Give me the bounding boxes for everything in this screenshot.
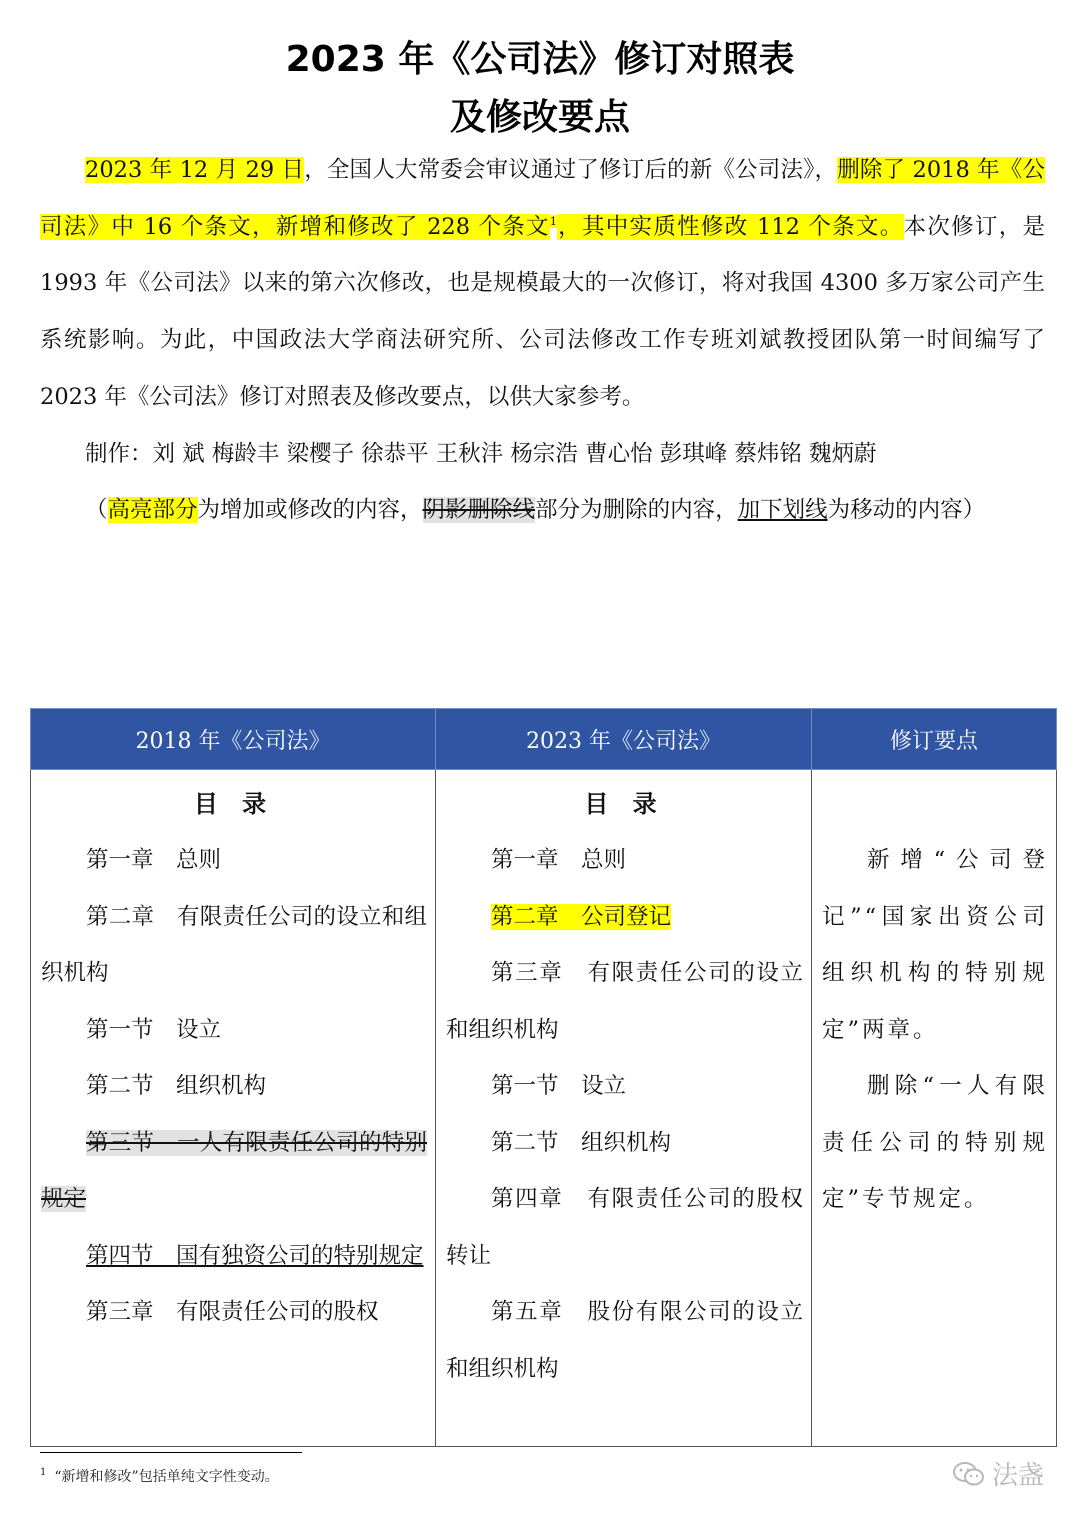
- highlight-stats-2: ，其中实质性修改 112 个条文。: [556, 213, 904, 240]
- moved-text: 第四节 国有独资公司的特别规定: [86, 1242, 424, 1269]
- footnote-divider: [40, 1452, 302, 1453]
- doc-title-line2: 及修改要点: [449, 97, 630, 138]
- col-notes: [812, 770, 1057, 1447]
- deleted-text: 第三节 一人有限责任公司的特别规定: [41, 1129, 427, 1212]
- intro-paragraph-authors: 制作：刘 斌 梅龄丰 梁樱子 徐恭平 王秋沣 杨宗浩 曹心怡 彭琪峰 蔡炜铭 魏炳蔚: [85, 440, 877, 467]
- footnote-number: 1: [40, 1467, 47, 1479]
- intro-text: ，全国人大常委会审议通过了修订后的新《公司法》，: [304, 157, 838, 183]
- legend-highlight: 高亮部分: [107, 497, 198, 524]
- highlight-stats: 删除了 2018 年《公司法》中 16 个条文，新增和修改了 228 个条文: [40, 157, 1045, 240]
- col-2018: [31, 770, 436, 1447]
- toc-item: 第一节 设立: [491, 1073, 627, 1099]
- header-2023: 2023 年《公司法》: [436, 709, 812, 770]
- doc-title-line1: 2023 年《公司法》修订对照表: [285, 39, 795, 80]
- intro-text-tail: 本次修订，是 1993 年《公司法》以来的第六次修改，也是规模最大的一次修订，将对我国 4300 多万家公司产生系统影响。为此，中国政法大学商法研究所、公司法修改工作专班刘斌教授团队第一时间编写了 2023 年《公司法》修订对照表及修改要点，以供大家参考。: [40, 213, 1045, 410]
- toc-item-new: [446, 889, 803, 946]
- highlight-date: 2023 年 12 月 29 日: [85, 157, 305, 183]
- toc-item-deleted: [41, 1115, 427, 1228]
- toc-item: 第二节 组织机构: [491, 1129, 672, 1156]
- legend-text-a: 为增加或修改的内容，: [197, 497, 423, 524]
- legend-deleted: 阴影删除线: [422, 497, 536, 524]
- toc-item: 第二节 组织机构: [86, 1073, 267, 1099]
- toc-item: 第二章 有限责任公司的设立和组织机构: [41, 903, 427, 986]
- header-notes: 修订要点: [812, 709, 1057, 770]
- watermark-text: 法盏: [991, 1461, 1044, 1491]
- footnote-ref: 1: [549, 215, 557, 229]
- legend-open: （: [85, 497, 108, 524]
- toc-item: 第三章 有限责任公司的股权: [86, 1299, 379, 1325]
- legend-text-b: 部分为删除的内容，: [535, 497, 738, 524]
- toc-item: 第一章 总则: [86, 847, 222, 873]
- header-2018: 2018 年《公司法》: [31, 709, 436, 770]
- legend-underline: 加下划线: [737, 497, 828, 524]
- intro-paragraph-1: [40, 142, 1045, 426]
- legend-paragraph: [40, 482, 1045, 539]
- toc-item: 第四章 有限责任公司的股权转让: [446, 1186, 803, 1269]
- note-added-chapters: 新增“公司登记”“国家出资公司组织机构的特别规定”两章。: [822, 847, 1048, 1043]
- col-2023: [436, 770, 812, 1447]
- watermark: [952, 1455, 1044, 1492]
- toc-item: 第三章 有限责任公司的设立和组织机构: [446, 960, 803, 1043]
- note-deleted-section: 删除“一人有限责任公司的特别规定”专节规定。: [822, 1073, 1048, 1212]
- toc-item: 第五章 股份有限公司的设立和组织机构: [446, 1299, 803, 1382]
- comparison-table: [30, 708, 1057, 1447]
- toc-item: 第一章 总则: [491, 847, 627, 873]
- toc-heading: 目 录: [584, 790, 665, 818]
- footnote: [40, 1466, 279, 1486]
- toc-heading: 目 录: [193, 790, 275, 818]
- footnote-text: “新增和修改”包括单纯文字性变动。: [54, 1469, 279, 1485]
- highlight-text: 第二章 公司登记: [491, 903, 672, 930]
- wechat-icon: [952, 1461, 986, 1487]
- intro-section: [40, 142, 1045, 539]
- legend-text-c: 为移动的内容）: [827, 497, 986, 524]
- toc-item: 第一节 设立: [86, 1016, 222, 1043]
- toc-item-moved: [41, 1228, 427, 1285]
